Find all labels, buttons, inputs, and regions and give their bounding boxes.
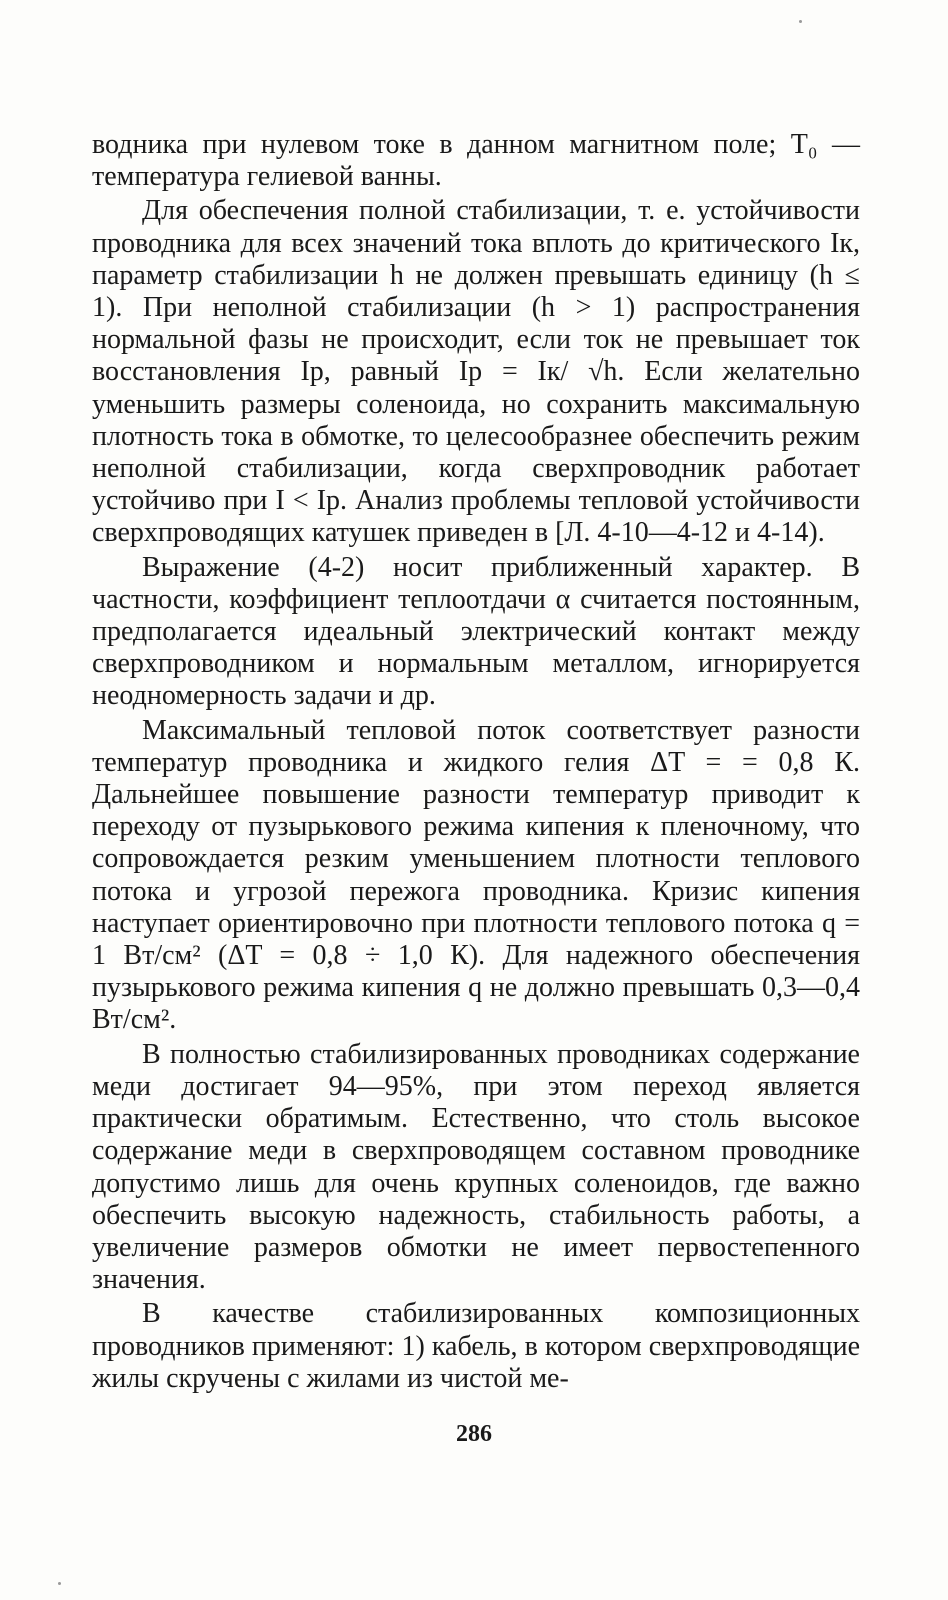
paragraph-stabilization: Для обеспечения полной стабилизации, т. е. устойчивости проводника для всех значений тока вплоть до критического Iк, параметр стабилизации h не должен превышать единицу (h ≤ 1). При неполной стабилизации (h > 1) распространения нормальной фазы не происходит, если ток не превышает ток восстановления Iр, равный Iр = Iк/ √h. Если желательно уменьшить размеры соленоида, но сохранить максимальную плотность тока в обмотке, то целесообразнее обеспечить режим неполной стабилизации, когда сверхпроводник работает устойчиво при I < Iр. Анализ проблемы тепловой устойчивости сверхпроводящих катушек приведен в [Л. 4-10—4-12 и 4-14). bbox=[92, 195, 860, 549]
paragraph-continuation: водника при нулевом токе в данном магнитном поле; T₀ — температура гелиевой ванны. bbox=[92, 129, 860, 193]
paragraph-copper-content: В полностью стабилизированных проводниках содержание меди достигает 94—95%, при этом переход является практически обратимым. Естественно, что столь высокое содержание меди в сверхпроводящем составном проводнике допустимо лишь для очень крупных соленоидов, где важно обеспечить высокую надежность, стабильность работы, а увеличение размеров обмотки не имеет первостепенного значения. bbox=[92, 1038, 860, 1296]
scan-speck bbox=[58, 1582, 61, 1585]
paragraph-expression: Выражение (4-2) носит приближенный характер. В частности, коэффициент теплоотдачи α считается постоянным, предполагается идеальный электрический контакт между сверхпроводником и нормальным металлом, игнорируется неодномерность задачи и др. bbox=[92, 551, 860, 712]
scan-speck bbox=[799, 20, 802, 23]
page-number: 286 bbox=[456, 1421, 492, 1447]
paragraph-heat-flux: Максимальный тепловой поток соответствует разности температур проводника и жидкого гелия ΔT = = 0,8 К. Дальнейшее повышение разности температур приводит к переходу от пузырькового режима кипения к пленочному, что сопровождается резким уменьшением плотности теплового потока и угрозой пережога проводника. Кризис кипения наступает ориентировочно при плотности теплового потока q = 1 Вт/см² (ΔT = 0,8 ÷ 1,0 К). Для надежного обеспечения пузырькового режима кипения q не должно превышать 0,3—0,4 Вт/см². bbox=[92, 714, 860, 1036]
paragraph-composite-conductors: В качестве стабилизированных композиционных проводников применяют: 1) кабель, в котором сверхпроводящие жилы скручены с жилами из чистой ме- bbox=[92, 1298, 860, 1394]
body-text bbox=[92, 129, 860, 1395]
